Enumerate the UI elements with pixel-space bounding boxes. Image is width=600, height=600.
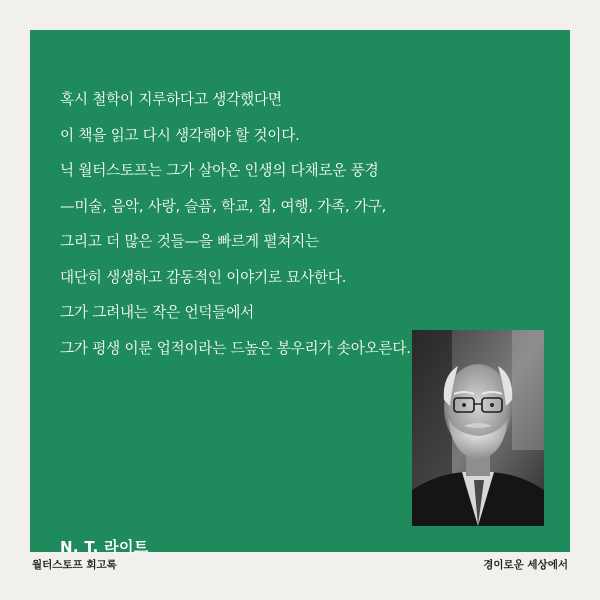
quote-line: 그가 그려내는 작은 언덕들에서: [60, 304, 254, 321]
quote-line: 이 책을 읽고 다시 생각해야 할 것이다.: [60, 126, 300, 144]
quote-line: 혹시 철학이 지루하다고 생각했다면: [60, 91, 282, 108]
author-photo: [412, 330, 544, 526]
quote-text: [60, 82, 411, 366]
quote-line: 대단히 생생하고 감동적인 이야기로 묘사한다.: [60, 268, 347, 286]
book-title-footer: 월터스토프 회고록: [32, 559, 117, 571]
quote-line: 그가 평생 이룬 업적이라는 드높은 봉우리가 솟아오른다.: [60, 339, 411, 357]
quote-line: 닉 월터스토프는 그가 살아온 인생의 다채로운 풍경: [60, 162, 379, 179]
quote-line: —미술, 음악, 사랑, 슬픔, 학교, 집, 여행, 가족, 가구,: [60, 197, 387, 215]
book-subtitle-footer: 경이로운 세상에서: [483, 559, 568, 571]
author-portrait-image: [412, 330, 544, 526]
quote-line: 그리고 더 많은 것들—을 빠르게 펼쳐지는: [60, 233, 319, 250]
author-name: N. T. 라이트: [60, 538, 149, 556]
